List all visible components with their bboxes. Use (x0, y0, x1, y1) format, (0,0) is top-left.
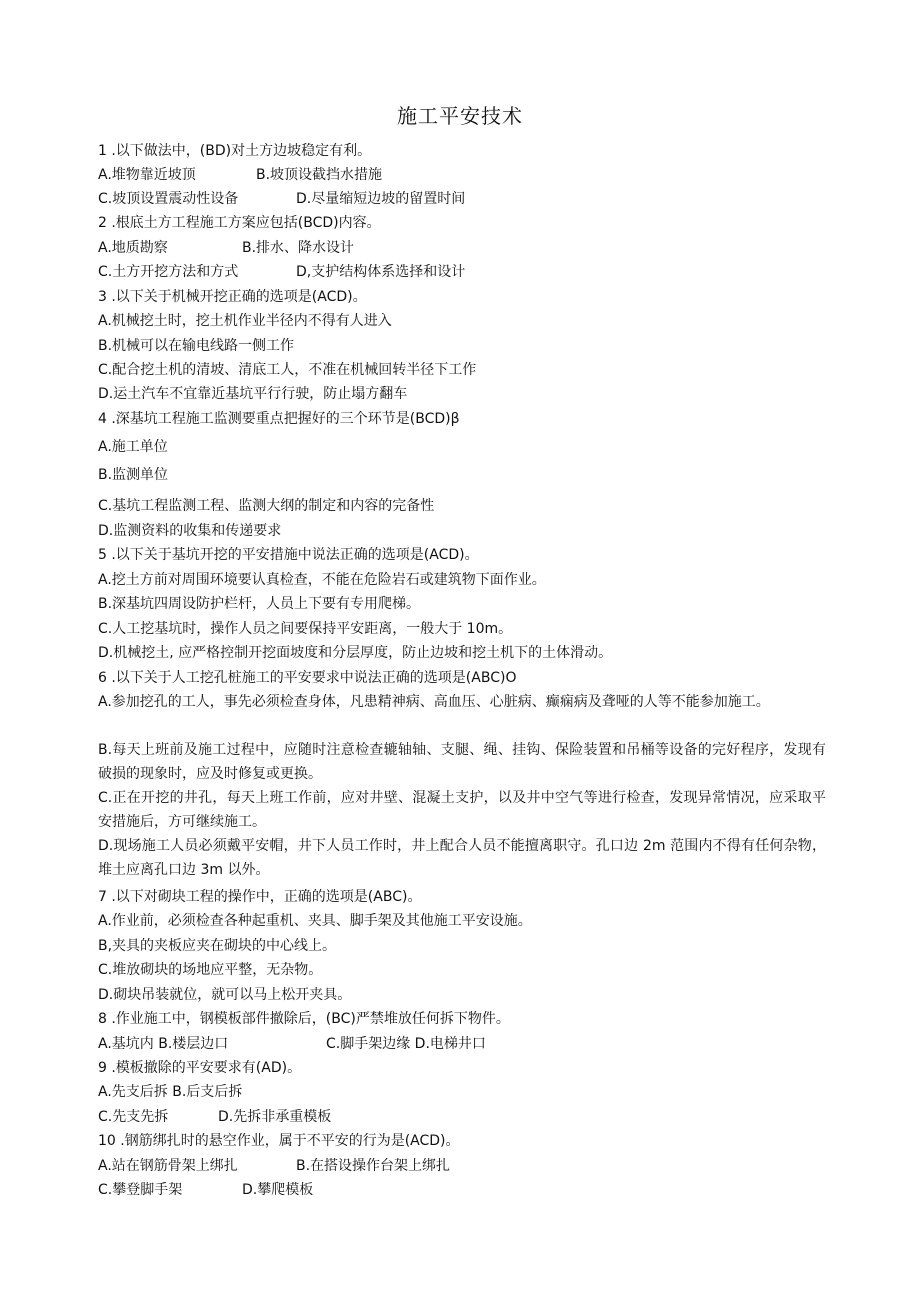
option-a: A.站在钢筋骨架上绑扎 (98, 1158, 238, 1174)
question-10-options-row2 (98, 1181, 314, 1199)
question-1: 1 .以下做法中，(BD)对土方边坡稳定有利。 (98, 143, 372, 159)
option-b: B.坡顶设截挡水措施 (256, 167, 383, 183)
option-d: D.攀爬模板 (242, 1182, 314, 1198)
question-6: 6 .以下关于人工挖孔桩施工的平安要求中说法正确的选项是(ABC)O (98, 670, 517, 686)
option-d: D,支护结构体系选择和设计 (296, 264, 466, 280)
question-5: 5 .以下关于基坑开挖的平安措施中说法正确的选项是(ACD)。 (98, 547, 479, 563)
question-9-options-row1: A.先支后拆 B.后支后拆 (98, 1084, 243, 1100)
question-10-options-row1 (98, 1157, 451, 1175)
option-b: B.在搭设操作台架上绑扎 (296, 1158, 451, 1174)
question-9-options-row2 (98, 1108, 332, 1126)
option-c: C.坡顶设置震动性设备 (98, 191, 239, 207)
option-c: C.土方开挖方法和方式 (98, 264, 239, 280)
question-4-option-c: C.基坑工程监测工程、监测大纲的制定和内容的完备性 (98, 498, 435, 514)
question-5-option-a: A.挖土方前对周围环境要认真检查，不能在危险岩石或建筑物下面作业。 (98, 572, 546, 588)
question-7-option-c: C.堆放砌块的场地应平整，无杂物。 (98, 962, 323, 978)
question-10: 10 .钢筋绑扎时的悬空作业，属于不平安的行为是(ACD)。 (98, 1133, 460, 1149)
question-6-option-b: B.每天上班前及施工过程中，应随时注意检查辘轴轴、支腿、绳、挂钩、保险装置和吊桶等设备的完好程序，发现有破损的现象时，应及时修复或更换。 (98, 742, 826, 782)
question-3-option-b: B.机械可以在输电线路一侧工作 (98, 338, 295, 354)
option-a-b: A.基坑内 B.楼层边口 (98, 1036, 229, 1052)
question-2: 2 .根底土方工程施工方案应包括(BCD)内容。 (98, 215, 381, 231)
question-6-option-d: D.现场施工人员必须戴平安帽，井下人员工作时，井上配合人员不能擅离职守。孔口边 2m 范围内不得有任何杂物，堆土应离孔口边 3m 以外。 (98, 838, 826, 878)
question-7-option-b: B,夹具的夹板应夹在砌块的中心线上。 (98, 938, 337, 954)
question-6-option-c: C.正在开挖的井孔，每天上班工作前，应对井壁、混凝土支护，以及井中空气等进行检查，发现异常情况，应采取平安措施后，方可继续施工。 (98, 790, 826, 830)
question-4-option-b: B.监测单位 (98, 467, 169, 483)
option-c: C.先支先拆 (98, 1109, 169, 1125)
question-3-option-c: C.配合挖土机的清坡、清底工人，不准在机械回转半径下工作 (98, 362, 477, 378)
question-4-option-d: D.监测资料的收集和传递要求 (98, 523, 282, 539)
question-1-options-row1 (98, 166, 383, 184)
question-2-options-row1 (98, 239, 355, 257)
question-3-option-d: D.运土汽车不宜靠近基坑平行行驶，防止塌方翻车 (98, 386, 408, 402)
option-d: D.尽量缩短边坡的留置时间 (296, 191, 466, 207)
page-title: 施工平安技术 (397, 104, 523, 128)
question-5-option-b: B.深基坑四周设防护栏杆，人员上下要有专用爬梯。 (98, 596, 421, 612)
question-4: 4 .深基坑工程施工监测要重点把握好的三个环节是(BCD)β (98, 411, 460, 427)
question-1-options-row2 (98, 190, 466, 208)
question-9: 9 .模板撤除的平安要求有(AD)。 (98, 1060, 302, 1076)
question-3-option-a: A.机械挖土时，挖土机作业半径内不得有人进入 (98, 313, 392, 329)
option-b: B.排水、降水设计 (242, 240, 355, 256)
option-d: D.先拆非承重模板 (218, 1109, 332, 1125)
option-a: A.堆物靠近坡顶 (98, 167, 196, 183)
question-8-options (98, 1035, 486, 1053)
question-5-option-d: D.机械挖土, 应严格控制开挖面坡度和分层厚度，防止边坡和挖土机下的土体滑动。 (98, 645, 613, 661)
option-c: C.攀登脚手架 (98, 1182, 183, 1198)
question-8: 8 .作业施工中，钢模板部件撤除后，(BC)严禁堆放任何拆下物件。 (98, 1011, 510, 1027)
question-7-option-d: D.砌块吊装就位，就可以马上松开夹具。 (98, 987, 352, 1003)
option-c-d: C.脚手架边缘 D.电梯井口 (326, 1036, 486, 1052)
option-a: A.地质勘察 (98, 240, 168, 256)
question-5-option-c: C.人工挖基坑时，操作人员之间要保持平安距离，一般大于 10m。 (98, 621, 513, 637)
question-6-option-a: A.参加挖孔的工人，事先必须检查身体，凡患精神病、高血压、心脏病、癫痫病及聋哑的人等不能参加施工。 (98, 694, 770, 710)
question-4-option-a: A.施工单位 (98, 439, 168, 455)
question-2-options-row2 (98, 263, 466, 281)
question-7-option-a: A.作业前，必须检查各种起重机、夹具、脚手架及其他施工平安设施。 (98, 913, 532, 929)
question-3: 3 .以下关于机械开挖正确的选项是(ACD)。 (98, 289, 367, 305)
question-7: 7 .以下对砌块工程的操作中，正确的选项是(ABC)。 (98, 889, 422, 905)
